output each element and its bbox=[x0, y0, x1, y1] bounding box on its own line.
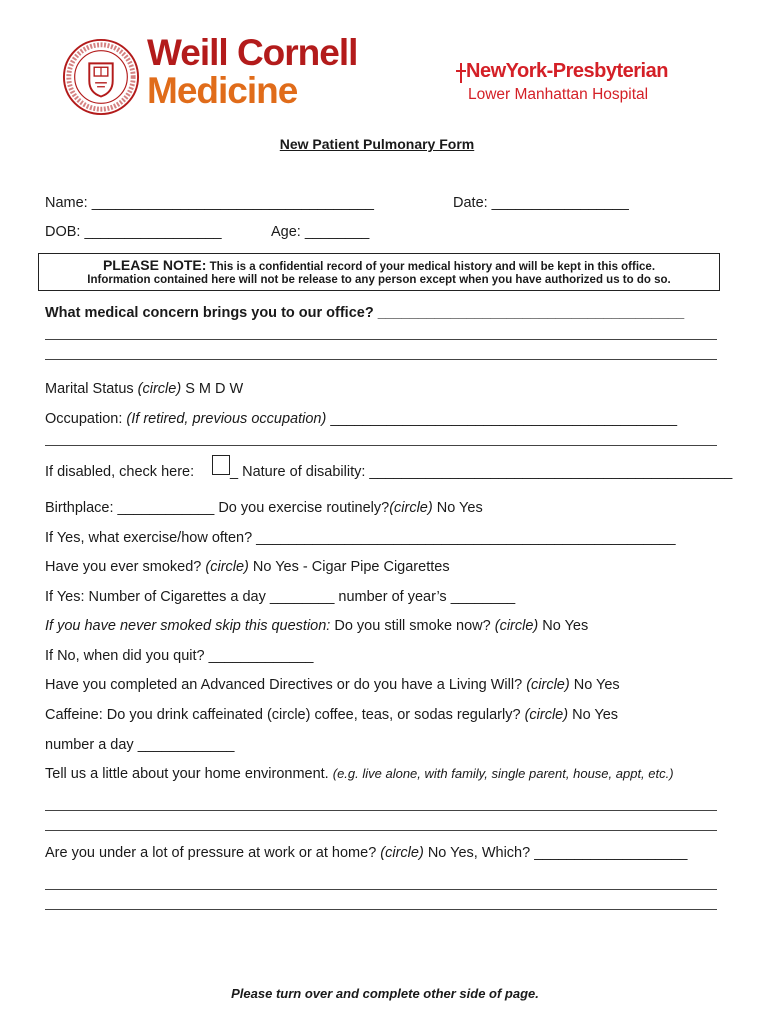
answer-line[interactable] bbox=[45, 810, 717, 811]
nyp-name: NewYork-Presbyterian bbox=[466, 60, 668, 82]
dob-field[interactable]: DOB: _________________ bbox=[45, 224, 222, 240]
occupation-label: Occupation: bbox=[45, 411, 127, 427]
disability-nature-field[interactable]: _ Nature of disability: _____________________________________________ bbox=[230, 464, 733, 480]
answer-line[interactable] bbox=[45, 889, 717, 890]
marital-status[interactable] bbox=[45, 381, 243, 397]
circle-hint: (circle) bbox=[494, 618, 539, 634]
answer-line[interactable] bbox=[45, 909, 717, 910]
footer-instruction: Please turn over and complete other side of page. bbox=[231, 986, 539, 1001]
smoked-question[interactable] bbox=[45, 559, 450, 575]
still-smoke-options[interactable]: No Yes bbox=[538, 618, 589, 634]
logo-line-2: Medicine bbox=[147, 70, 298, 111]
caffeine-label: Caffeine: Do you drink caffeinated (circle) coffee, teas, or sodas regularly? bbox=[45, 707, 525, 723]
directives-label: Have you completed an Advanced Directives or do you have a Living Will? bbox=[45, 677, 527, 693]
circle-hint: (circle) bbox=[205, 559, 249, 575]
pressure-question[interactable] bbox=[45, 845, 687, 861]
home-env-hint: (e.g. live alone, with family, single parent, house, appt, etc.) bbox=[332, 766, 674, 781]
circle-hint: (circle) bbox=[526, 677, 570, 693]
note-label: PLEASE NOTE: bbox=[102, 257, 207, 273]
answer-line[interactable] bbox=[45, 445, 717, 446]
nyp-mark-icon bbox=[452, 63, 466, 83]
marital-label: Marital Status bbox=[45, 381, 138, 397]
answer-line[interactable] bbox=[45, 830, 717, 831]
exercise-options[interactable]: No Yes bbox=[432, 500, 483, 516]
circle-hint: (circle) bbox=[380, 845, 424, 861]
answer-line[interactable] bbox=[45, 359, 717, 360]
never-smoked-hint: If you have never smoked skip this question: bbox=[45, 618, 331, 634]
caffeine-question[interactable] bbox=[45, 707, 618, 723]
nyp-hospital: Lower Manhattan Hospital bbox=[468, 86, 649, 103]
circle-hint: (circle) bbox=[524, 707, 569, 723]
logo-line-1: Weill Cornell bbox=[147, 32, 358, 73]
form-title: New Patient Pulmonary Form bbox=[279, 136, 475, 152]
pressure-label: Are you under a lot of pressure at work or at home? bbox=[45, 845, 381, 861]
nyp-logo bbox=[452, 60, 668, 104]
cigarettes-field[interactable]: If Yes: Number of Cigarettes a day ________ number of year’s ________ bbox=[45, 589, 516, 605]
exercise-how-field[interactable]: If Yes, what exercise/how often? ____________________________________________________ bbox=[45, 530, 676, 546]
marital-options[interactable]: S M D W bbox=[181, 381, 244, 397]
name-field[interactable]: Name: ___________________________________ bbox=[45, 195, 374, 211]
note-text-2: Information contained here will not be release to any person except when you have authorized us to do so. bbox=[87, 274, 671, 286]
per-day-field[interactable]: number a day ____________ bbox=[45, 737, 235, 753]
directives-options[interactable]: No Yes bbox=[569, 677, 620, 693]
date-field[interactable]: Date: _________________ bbox=[453, 195, 629, 211]
disabled-checkbox[interactable] bbox=[212, 455, 230, 475]
smoked-options[interactable]: No Yes - Cigar Pipe Cigarettes bbox=[248, 559, 450, 575]
smoked-label: Have you ever smoked? bbox=[45, 559, 206, 575]
directives-question[interactable] bbox=[45, 677, 620, 693]
occupation-hint: (If retired, previous occupation) bbox=[126, 411, 327, 427]
circle-hint: (circle) bbox=[137, 381, 182, 397]
confidential-note-box bbox=[38, 253, 720, 291]
birthplace-exercise-row[interactable] bbox=[45, 500, 483, 516]
home-environment-question[interactable] bbox=[45, 766, 674, 782]
weill-cornell-seal bbox=[62, 38, 140, 116]
answer-line[interactable] bbox=[45, 339, 717, 340]
circle-hint: (circle) bbox=[389, 500, 433, 516]
weill-cornell-logo bbox=[147, 34, 357, 110]
disabled-label: If disabled, check here: bbox=[45, 464, 195, 480]
still-smoke-question[interactable] bbox=[45, 618, 588, 634]
still-smoke-label: Do you still smoke now? bbox=[330, 618, 495, 634]
occupation-line[interactable]: ___________________________________________ bbox=[326, 411, 678, 427]
birthplace-field[interactable]: Birthplace: ____________ Do you exercise routinely? bbox=[45, 500, 390, 516]
pressure-options[interactable]: No Yes, Which? ___________________ bbox=[423, 845, 688, 861]
occupation-field[interactable] bbox=[45, 411, 677, 427]
caffeine-options[interactable]: No Yes bbox=[568, 707, 619, 723]
quit-field[interactable]: If No, when did you quit? _____________ bbox=[45, 648, 314, 664]
age-field[interactable]: Age: ________ bbox=[271, 224, 370, 240]
medical-concern-question[interactable]: What medical concern brings you to our office? ______________________________________ bbox=[45, 305, 685, 321]
note-line-1 bbox=[39, 257, 719, 273]
note-text-1: This is a confidential record of your medical history and will be kept in this office. bbox=[206, 261, 656, 273]
home-env-label: Tell us a little about your home environment. bbox=[45, 766, 333, 782]
